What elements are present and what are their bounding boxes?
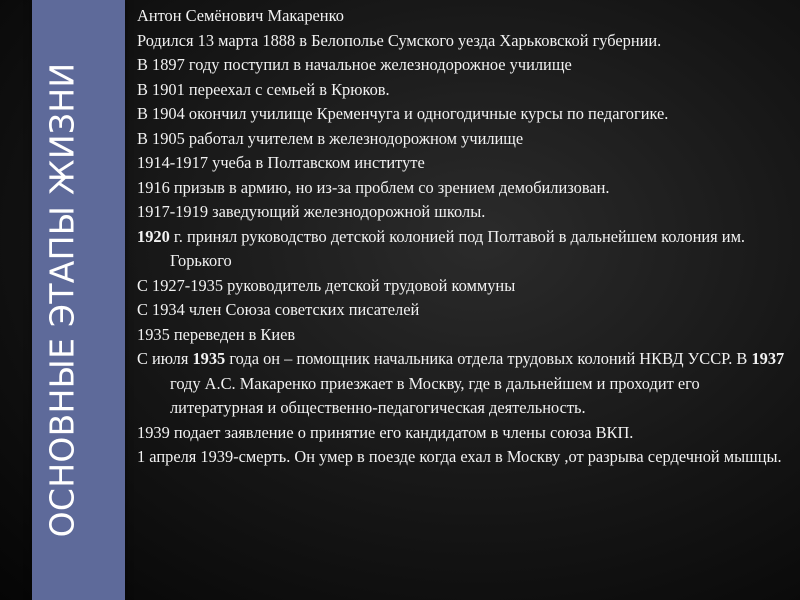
entry-1939-application: 1939 подает заявление о принятие его кандидатом в члены союза ВКП. (137, 422, 634, 442)
entry-name: Антон Семёнович Макаренко (137, 6, 344, 25)
entry-1934: С 1934 член Союза советских писателей (137, 300, 420, 319)
entry-1935-kiev: 1935 переведен в Киев (137, 324, 296, 344)
biography-text (137, 4, 787, 470)
entry-1914-1917: 1914-1917 учеба в Полтавском институте (137, 153, 425, 172)
entry-1935-1937: С июля 1935 года он – помощник начальника отдела трудовых колоний НКВД УССР. В 1937 году А.С. Макаренко приезжает в Москву, где в дальнейшем и проходит его литературная и общественно-педагогическая деятельность. (137, 349, 785, 417)
entry-1905: В 1905 работал учителем в железнодорожном училище (137, 128, 524, 148)
entry-1897: В 1897 году поступил в начальное железнодорожное училище (137, 55, 572, 74)
entry-1901: В 1901 переехал с семьей в Крюков. (137, 79, 390, 99)
entry-birth: Родился 13 марта 1888 в Белополье Сумского уезда Харьковской губернии. (137, 30, 662, 50)
entry-1927-1935: С 1927-1935 руководитель детской трудовой коммуны (137, 275, 516, 295)
entry-1916: 1916 призыв в армию, но из-за проблем со зрением демобилизован. (137, 177, 610, 197)
side-title: ОСНОВНЫЕ ЭТАПЫ ЖИЗНИ (42, 62, 82, 538)
entry-1917-1919: 1917-1919 заведующий железнодорожной школы. (137, 202, 486, 221)
entry-1904: В 1904 окончил училище Кременчуга и одногодичные курсы по педагогике. (137, 104, 669, 123)
entry-1939-death: 1 апреля 1939-смерть. Он умер в поезде когда ехал в Москву ,от разрыва сердечной мышцы. (137, 447, 782, 466)
entry-1920: 1920 г. принял руководство детской колонией под Полтавой в дальнейшем колония им. Горького (137, 226, 746, 270)
